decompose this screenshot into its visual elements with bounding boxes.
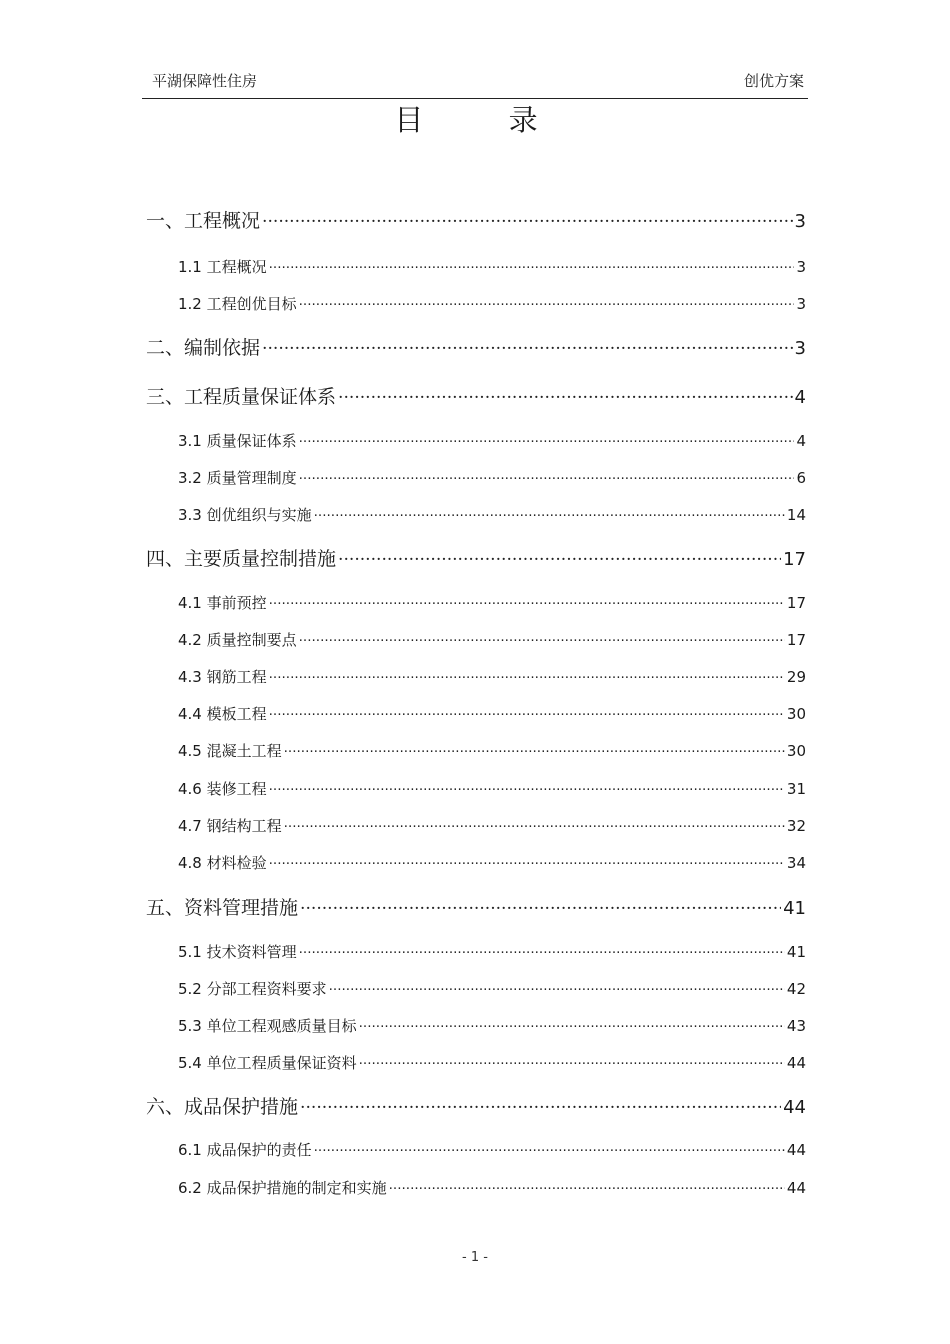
toc-entry-label: 四、主要质量控制措施 <box>146 548 337 570</box>
toc-section-entry[interactable] <box>178 852 806 873</box>
toc-page-number: 42 <box>786 980 806 998</box>
toc-entry-label: 4.4 模板工程 <box>178 705 267 723</box>
toc-section-entry[interactable] <box>178 1015 806 1036</box>
toc-dot-leader <box>299 468 795 483</box>
toc-entry-label: 1.1 工程概况 <box>178 258 267 276</box>
toc-dot-leader <box>314 1140 785 1155</box>
toc-section-entry[interactable] <box>178 430 806 451</box>
toc-dot-leader <box>329 979 785 994</box>
toc-page-number: 29 <box>786 668 806 686</box>
toc-section-entry[interactable] <box>178 467 806 488</box>
toc-section-entry[interactable] <box>178 666 806 687</box>
toc-chapter-entry[interactable] <box>146 333 806 360</box>
toc-page-number: 44 <box>786 1179 806 1197</box>
toc-entry-label: 4.2 质量控制要点 <box>178 631 297 649</box>
toc-entry-label: 1.2 工程创优目标 <box>178 295 297 313</box>
toc-entry-label: 4.7 钢结构工程 <box>178 817 282 835</box>
toc-page-number: 32 <box>786 817 806 835</box>
toc-page-number: 3 <box>794 211 806 232</box>
toc-page-number: 3 <box>796 258 806 276</box>
toc-dot-leader <box>299 942 785 957</box>
toc-entry-label: 五、资料管理措施 <box>146 897 299 919</box>
toc-section-entry[interactable] <box>178 1177 806 1198</box>
toc-dot-leader <box>269 853 785 868</box>
toc-page-number: 17 <box>783 549 806 570</box>
toc-dot-leader <box>314 505 785 520</box>
toc-dot-leader <box>262 208 793 227</box>
toc-entry-label: 3.1 质量保证体系 <box>178 432 297 450</box>
toc-dot-leader <box>284 816 785 831</box>
toc-page-number: 41 <box>786 943 806 961</box>
toc-title: 目 录 <box>394 103 576 137</box>
toc-dot-leader <box>338 384 793 403</box>
toc-entry-label: 3.3 创优组织与实施 <box>178 506 312 524</box>
toc-section-entry[interactable] <box>178 740 806 761</box>
toc-dot-leader <box>269 704 785 719</box>
toc-page-number: 41 <box>783 898 806 919</box>
toc-section-entry[interactable] <box>178 256 806 277</box>
toc-dot-leader <box>389 1178 785 1193</box>
toc-entry-label: 5.3 单位工程观感质量目标 <box>178 1017 357 1035</box>
toc-page-number: 44 <box>783 1097 806 1118</box>
toc-section-entry[interactable] <box>178 629 806 650</box>
toc-section-entry[interactable] <box>178 941 806 962</box>
page-header <box>142 66 808 99</box>
toc-page-number: 3 <box>794 338 806 359</box>
toc-entry-label: 5.4 单位工程质量保证资料 <box>178 1054 357 1072</box>
toc-entry-label: 4.5 混凝土工程 <box>178 742 282 760</box>
toc-page-number: 14 <box>786 506 806 524</box>
toc-chapter-entry[interactable] <box>146 1092 806 1119</box>
toc-dot-leader <box>262 335 793 354</box>
toc-section-entry[interactable] <box>178 978 806 999</box>
toc-page-number: 31 <box>786 780 806 798</box>
toc-section-entry[interactable] <box>178 1139 806 1160</box>
toc-page-number: 30 <box>786 742 806 760</box>
toc-entry-label: 二、编制依据 <box>146 337 261 359</box>
toc-entry-label: 5.1 技术资料管理 <box>178 943 297 961</box>
toc-dot-leader <box>269 667 785 682</box>
toc-page-number: 17 <box>786 594 806 612</box>
toc-page-number: 44 <box>786 1141 806 1159</box>
toc-section-entry[interactable] <box>178 1052 806 1073</box>
toc-entry-label: 4.1 事前预控 <box>178 594 267 612</box>
toc-page-number: 44 <box>786 1054 806 1072</box>
toc-section-entry[interactable] <box>178 592 806 613</box>
toc-dot-leader <box>338 546 781 565</box>
toc-chapter-entry[interactable] <box>146 544 806 571</box>
toc-section-entry[interactable] <box>178 703 806 724</box>
toc-dot-leader <box>299 431 795 446</box>
header-document-type: 创优方案 <box>743 72 804 90</box>
toc-page-number: 4 <box>794 387 806 408</box>
toc-section-entry[interactable] <box>178 293 806 314</box>
page-number: - 1 - <box>462 1250 488 1265</box>
toc-page-number: 34 <box>786 854 806 872</box>
toc-chapter-entry[interactable] <box>146 893 806 920</box>
toc-entry-label: 4.3 钢筋工程 <box>178 668 267 686</box>
toc-section-entry[interactable] <box>178 504 806 525</box>
toc-dot-leader <box>284 741 785 756</box>
toc-dot-leader <box>300 895 781 914</box>
toc-dot-leader <box>359 1016 785 1031</box>
toc-entry-label: 三、工程质量保证体系 <box>146 386 337 408</box>
toc-entry-label: 4.6 装修工程 <box>178 780 267 798</box>
toc-dot-leader <box>299 630 785 645</box>
toc-page-number: 4 <box>796 432 806 450</box>
toc-dot-leader <box>359 1053 785 1068</box>
toc-section-entry[interactable] <box>178 815 806 836</box>
toc-entry-label: 6.1 成品保护的责任 <box>178 1141 312 1159</box>
toc-entry-label: 3.2 质量管理制度 <box>178 469 297 487</box>
toc-dot-leader <box>269 593 785 608</box>
toc-page-number: 6 <box>796 469 806 487</box>
toc-entry-label: 6.2 成品保护措施的制定和实施 <box>178 1179 387 1197</box>
toc-entry-label: 一、工程概况 <box>146 210 261 232</box>
toc-chapter-entry[interactable] <box>146 382 806 409</box>
toc-page-number: 17 <box>786 631 806 649</box>
toc-page-number: 43 <box>786 1017 806 1035</box>
toc-dot-leader <box>269 257 795 272</box>
toc-page-number: 30 <box>786 705 806 723</box>
toc-page-number: 3 <box>796 295 806 313</box>
toc-entry-label: 六、成品保护措施 <box>146 1096 299 1118</box>
toc-entry-label: 4.8 材料检验 <box>178 854 267 872</box>
toc-dot-leader <box>299 294 795 309</box>
header-project-name: 平湖保障性住房 <box>152 72 258 90</box>
toc-entry-label: 5.2 分部工程资料要求 <box>178 980 327 998</box>
toc-dot-leader <box>300 1094 781 1113</box>
toc-chapter-entry[interactable] <box>146 206 806 233</box>
toc-section-entry[interactable] <box>178 778 806 799</box>
toc-dot-leader <box>269 779 785 794</box>
